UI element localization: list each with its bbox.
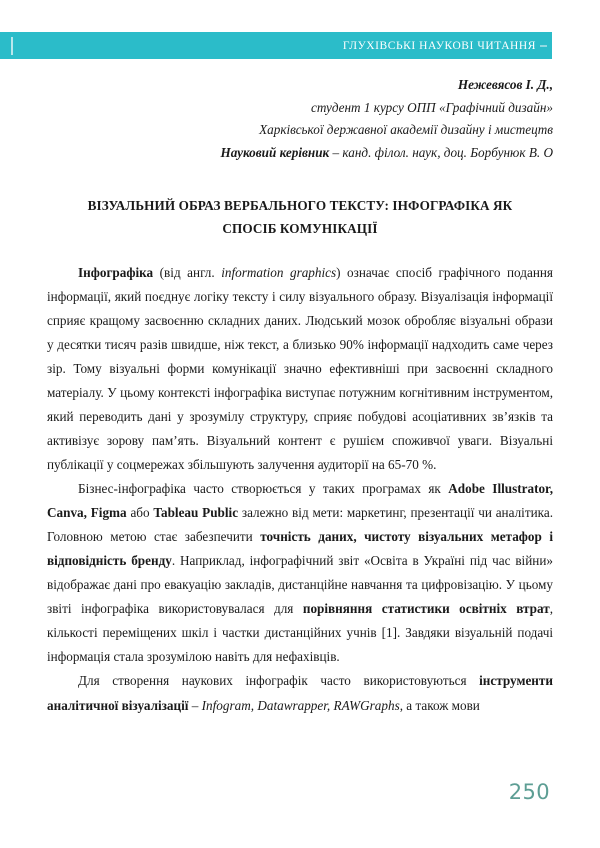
supervisor-label: Науковий керівник [220, 145, 330, 161]
p2-segment-d: . Наприклад, інфографічний звіт «Освіта в Україні під час війни» відображає дані про евакуацію закладів, дистанційне навчання та цифровізацію. У цьому звіті інфографіка використовувалася для [47, 553, 553, 617]
p1-italic-term: information graphics [221, 265, 337, 281]
page-number: 250 [508, 780, 550, 804]
paragraph-3 [47, 669, 553, 717]
p2-segment-a: Бізнес-інфографіка часто створюється у таких програмах як [78, 481, 449, 497]
p2-comparison-emphasis: порівняння статистики освітніх втрат [302, 601, 550, 617]
p3-segment-a: Для створення наукових інфографік часто використовуються [78, 673, 480, 689]
article-title-line-1: ВІЗУАЛЬНИЙ ОБРАЗ ВЕРБАЛЬНОГО ТЕКСТУ: ІНФОГРАФІКА ЯК [87, 197, 513, 213]
paragraph-2 [47, 477, 553, 669]
p3-segment-b: – [188, 697, 202, 713]
p1-lead-term: Інфографіка [78, 265, 154, 281]
author-name: Нежевясов І. Д., [457, 77, 553, 92]
author-affiliation-line-1: студент 1 курсу ОПП «Графічний дизайн» [310, 99, 553, 115]
p1-segment-a: (від англ. [153, 265, 222, 281]
supervisor-line [47, 142, 553, 165]
p2-segment-b: або [126, 505, 154, 521]
author-affiliation-line-2: Харківської державної академії дизайну і мистецтв [259, 122, 553, 138]
article-title [47, 195, 553, 240]
p2-segment-c: залежно від мети: маркетинг, презентації чи аналітика. Головною метою стає забезпечити [47, 505, 554, 545]
running-header-title: ГЛУХІВСЬКІ НАУКОВІ ЧИТАННЯ [342, 39, 536, 52]
paragraph-1 [47, 261, 553, 477]
p2-goals-emphasis: точність даних, чистоту візуальних метафор і відповідність бренду [47, 529, 553, 569]
p2-tools-secondary: Tableau Public [153, 505, 239, 521]
supervisor-details: – канд. філол. наук, доц. Борбунюк В. О [329, 145, 553, 161]
article-body [47, 261, 553, 717]
p3-tool-list: Infogram, Datawrapper, RAWGraphs [201, 697, 400, 713]
p2-segment-e: , кількості переміщених шкіл і частки дистанційних учнів [1]. Завдяки візуальній подачі інформація стала зрозумілою навіть для нефахівців. [47, 601, 553, 665]
p1-segment-b: ) означає спосіб графічного подання інформації, який поєднує логіку тексту і силу візуального образу. Візуалізація інформації сприяє кращому засвоєнню складних даних. Людський мозок обробляє візуальні образи у десятки тисяч разів швидше, ніж текст, а близько 90% інформації надходить саме через зір. Тому візуальні форми комунікації значно ефективніші при засвоєнні складного матеріалу. У цьому контексті інфографіка виступає потужним когнітивним інструментом, який переводить дані у зрозумілу структуру, сприяє побудові асоціативних зв’язків та активізує зорову пам’ять. Візуальний контент є рушієм споживчої уваги. Візуальні публікації у соцмережах збільшують залучення аудиторії на 65-70 %. [47, 265, 553, 473]
p3-tools-emphasis: інструменти аналітичної візуалізації [47, 673, 553, 713]
byline-block [47, 74, 553, 165]
p3-segment-c: , а також мови [399, 697, 480, 713]
article-title-line-2: СПОСІБ КОМУНІКАЦІЇ [222, 220, 378, 236]
p2-tools-primary: Adobe Illustrator, Canva, Figma [47, 481, 553, 521]
